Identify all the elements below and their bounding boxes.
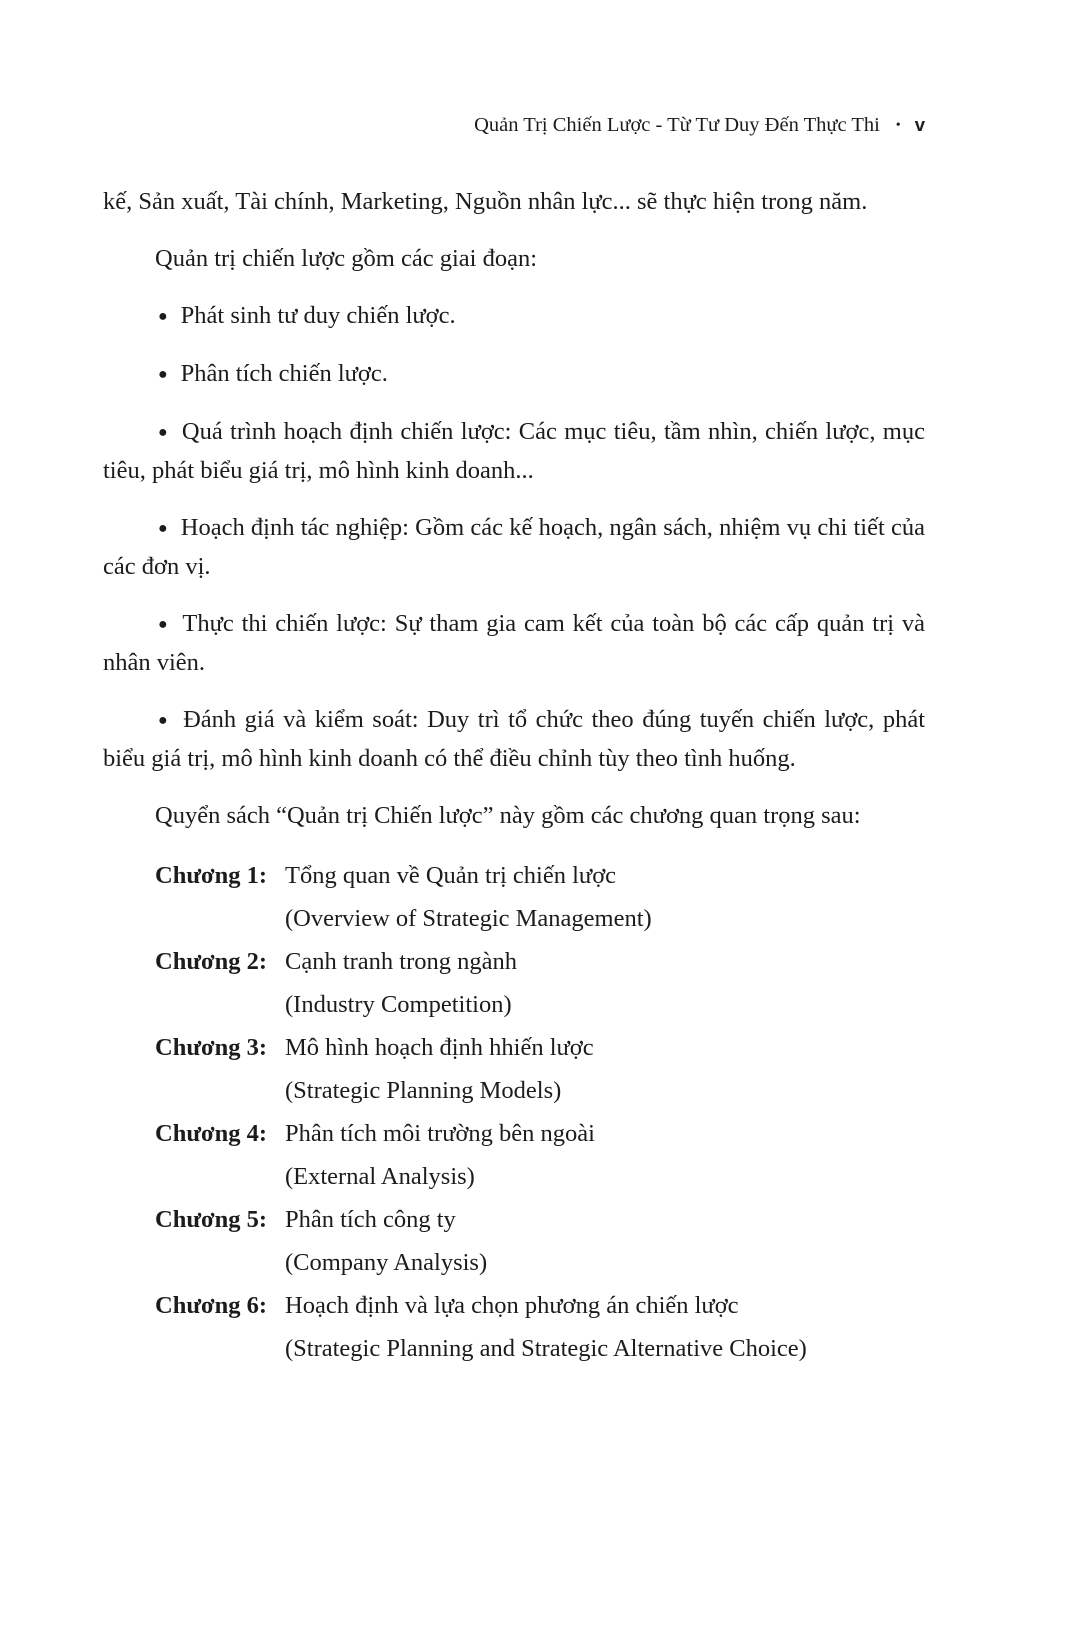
chapter-label: Chương 5:	[155, 1206, 267, 1233]
bullet-text: Quá trình hoạch định chiến lược: Các mục tiêu, tầm nhìn, chiến lược, mục tiêu, phát biểu giá trị, mô hình kinh doanh...	[103, 418, 925, 484]
chapter-subtitle: (Overview of Strategic Management)	[285, 905, 652, 932]
chapter-title: Cạnh tranh trong ngành	[285, 948, 518, 975]
chapter-title: Mô hình hoạch định hhiến lược	[285, 1034, 594, 1061]
bullet-icon: ●	[158, 424, 169, 441]
running-header-title: Quản Trị Chiến Lược - Từ Tư Duy Đến Thực Thi	[474, 114, 880, 136]
bullet-item	[103, 355, 925, 394]
chapter-item	[155, 1198, 925, 1284]
bullet-item	[103, 509, 925, 586]
chapter-label: Chương 6:	[155, 1292, 267, 1319]
bullet-text: Phát sinh tư duy chiến lược.	[180, 302, 456, 329]
chapter-label: Chương 3:	[155, 1034, 267, 1061]
chapter-subtitle: (Industry Competition)	[285, 991, 512, 1018]
chapter-title: Phân tích môi trường bên ngoài	[285, 1120, 595, 1147]
running-header	[103, 112, 925, 139]
bullet-icon: ●	[158, 520, 168, 537]
paragraph-continuation	[103, 183, 925, 221]
chapter-item	[155, 1112, 925, 1198]
bullet-text: Phân tích chiến lược.	[180, 360, 388, 387]
chapter-subtitle: (Strategic Planning Models)	[285, 1077, 562, 1104]
bullet-item	[103, 701, 925, 778]
chapter-item	[155, 1026, 925, 1112]
bullet-text: Hoạch định tác nghiệp: Gồm các kế hoạch, ngân sách, nhiệm vụ chi tiết của các đơn vị.	[103, 514, 925, 580]
bullet-icon: ●	[158, 308, 168, 325]
chapter-label: Chương 4:	[155, 1120, 267, 1147]
paragraph-stages-intro-text: Quản trị chiến lược gồm các giai đoạn:	[155, 245, 538, 272]
bullet-item	[103, 413, 925, 490]
chapter-item	[155, 1284, 925, 1370]
chapter-subtitle: (Company Analysis)	[285, 1249, 488, 1276]
chapter-label: Chương 2:	[155, 948, 267, 975]
bullet-item	[103, 605, 925, 682]
chapter-subtitle: (External Analysis)	[285, 1163, 475, 1190]
bullet-icon: ●	[158, 366, 168, 383]
page-number: v	[914, 114, 925, 135]
chapter-subtitle: (Strategic Planning and Strategic Alternative Choice)	[285, 1335, 807, 1362]
chapter-label: Chương 1:	[155, 862, 267, 889]
header-bullet-separator-icon: •	[895, 118, 901, 133]
paragraph-book-intro	[103, 797, 925, 835]
bullet-text: Đánh giá và kiểm soát: Duy trì tổ chức theo đúng tuyến chiến lược, phát biểu giá trị, mô hình kinh doanh có thể điều chỉnh tùy theo tình huống.	[103, 706, 926, 772]
paragraph-continuation-text: kế, Sản xuất, Tài chính, Marketing, Nguồn nhân lực... sẽ thực hiện trong năm.	[103, 188, 868, 215]
bullet-icon: ●	[158, 616, 170, 633]
chapter-title: Phân tích công ty	[285, 1206, 456, 1233]
chapter-list	[103, 854, 925, 1370]
paragraph-stages-intro	[103, 240, 925, 278]
bullet-item	[103, 297, 925, 336]
paragraph-book-intro-text: Quyển sách “Quản trị Chiến lược” này gồm các chương quan trọng sau:	[155, 802, 861, 829]
chapter-title: Hoạch định và lựa chọn phương án chiến lược	[285, 1292, 739, 1319]
chapter-item	[155, 940, 925, 1026]
chapter-item	[155, 854, 925, 940]
bullet-text: Thực thi chiến lược: Sự tham gia cam kết của toàn bộ các cấp quản trị và nhân viên.	[103, 610, 925, 676]
bullet-icon: ●	[158, 712, 171, 729]
chapter-title: Tổng quan về Quản trị chiến lược	[285, 862, 617, 889]
